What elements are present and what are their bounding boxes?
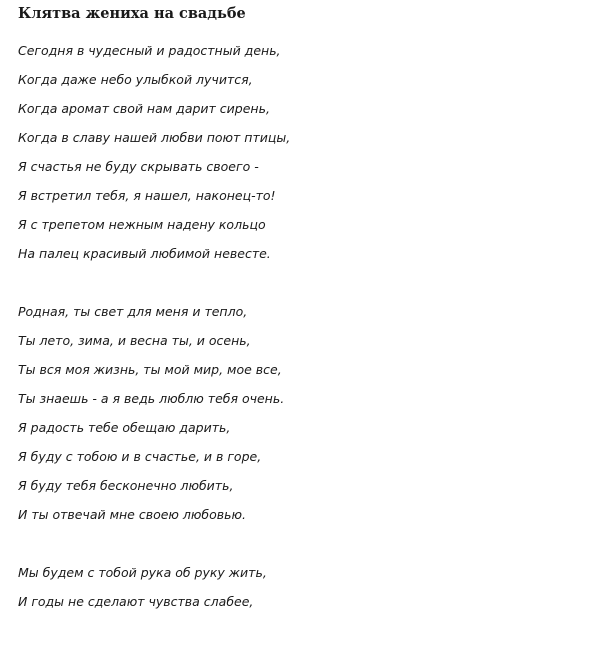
page-title: Клятва жениха на свадьбе	[18, 5, 246, 22]
poem-line: На палец красивый любимой невесте.	[18, 246, 271, 261]
poem-line: Ты лето, зима, и весна ты, и осень,	[18, 333, 251, 348]
poem-line: И годы не сделают чувства слабее,	[18, 594, 254, 609]
poem-line: Родная, ты свет для меня и тепло,	[18, 304, 248, 319]
poem-line: Когда даже небо улыбкой лучится,	[18, 72, 253, 87]
poem-line: Ты знаешь - а я ведь люблю тебя очень.	[18, 391, 285, 406]
poem-line: Мы будем с тобой рука об руку жить,	[18, 565, 267, 580]
stanza-2	[18, 297, 603, 529]
poem-line: Я радость тебе обещаю дарить,	[18, 420, 231, 435]
poem-line: Сегодня в чудесный и радостный день,	[18, 43, 281, 58]
poem-line: Ты вся моя жизнь, ты мой мир, мое все,	[18, 362, 282, 377]
poem-line: Я буду тебя бесконечно любить,	[18, 478, 234, 493]
poem-text	[18, 36, 603, 645]
poem-line: И ты отвечай мне своею любовью.	[18, 507, 247, 522]
poem-line: Когда в славу нашей любви поют птицы,	[18, 130, 291, 145]
poem-line: Я встретил тебя, я нашел, наконец-то!	[18, 188, 276, 203]
stanza-3	[18, 558, 603, 616]
poem-line: Я буду с тобою и в счастье, и в горе,	[18, 449, 262, 464]
stanza-1	[18, 36, 603, 268]
poem-line: Я счастья не буду скрывать своего -	[18, 159, 259, 174]
poem-line: Когда аромат свой нам дарит сирень,	[18, 101, 270, 116]
poem-line: Я с трепетом нежным надену кольцо	[18, 217, 266, 232]
